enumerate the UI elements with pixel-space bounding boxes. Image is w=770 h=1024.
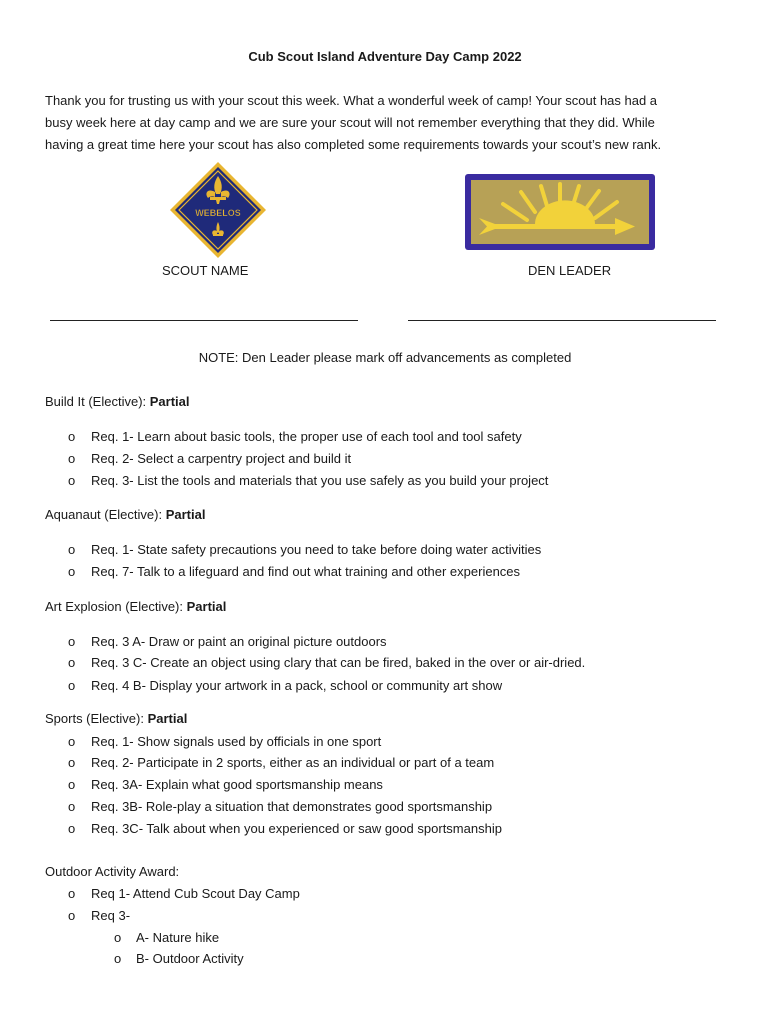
item-text: Req. 3A- Explain what good sportsmanship means xyxy=(91,777,383,792)
den-leader-badge-icon xyxy=(465,174,655,250)
item-text: Req. 2- Participate in 2 sports, either as an individual or part of a team xyxy=(91,755,495,770)
item-text: Req. 1- State safety precautions you need to take before doing water activities xyxy=(91,542,542,557)
intro-line: Thank you for trusting us with your scout this week. What a wonderful week of camp! Your scout has had a xyxy=(45,93,658,108)
bullet-icon: o xyxy=(68,799,76,814)
list-item xyxy=(68,886,300,901)
bullet-icon: o xyxy=(68,429,76,444)
section-status: Partial xyxy=(147,711,188,726)
bullet-icon: o xyxy=(68,451,76,466)
bullet-icon: o xyxy=(68,678,76,693)
bullet-icon: o xyxy=(68,821,76,836)
item-text: Req. 3 C- Create an object using clary that can be fired, baked in the over or air-dried. xyxy=(91,655,586,670)
item-text: B- Outdoor Activity xyxy=(136,951,244,966)
section-name: Outdoor Activity Award: xyxy=(45,864,180,879)
sub-list-item xyxy=(114,951,244,966)
list-item xyxy=(68,429,522,444)
item-text: Req. 1- Learn about basic tools, the proper use of each tool and tool safety xyxy=(91,429,522,444)
bullet-icon: o xyxy=(68,734,76,749)
bullet-icon: o xyxy=(114,930,122,945)
item-text: Req. 3- List the tools and materials that you use safely as you build your project xyxy=(91,473,549,488)
scout-name-label: SCOUT NAME xyxy=(162,263,249,278)
document-title: Cub Scout Island Adventure Day Camp 2022 xyxy=(248,49,522,64)
list-item xyxy=(68,777,383,792)
list-item xyxy=(68,655,585,670)
section-heading-aquanaut xyxy=(45,507,205,522)
item-text: Req. 2- Select a carpentry project and build it xyxy=(91,451,352,466)
section-name: Aquanaut (Elective): xyxy=(45,507,166,522)
note-text: NOTE: Den Leader please mark off advancements as completed xyxy=(198,350,572,365)
intro-line: busy week here at day camp and we are sure your scout will not remember everything that they did. While xyxy=(45,115,655,130)
section-heading-outdoor-activity-award xyxy=(45,864,179,879)
bullet-icon: o xyxy=(68,755,76,770)
list-item xyxy=(68,821,502,836)
list-item xyxy=(68,451,351,466)
list-item xyxy=(68,564,520,579)
item-text: Req. 3B- Role-play a situation that demonstrates good sportsmanship xyxy=(91,799,493,814)
item-text: Req. 3C- Talk about when you experienced or saw good sportsmanship xyxy=(91,821,502,836)
section-status: Partial xyxy=(186,599,227,614)
den-leader-signature-line[interactable] xyxy=(408,320,716,321)
bullet-icon: o xyxy=(114,951,122,966)
bullet-icon: o xyxy=(68,542,76,557)
list-item xyxy=(68,734,381,749)
list-item xyxy=(68,542,541,557)
scout-name-signature-line[interactable] xyxy=(50,320,358,321)
list-item xyxy=(68,908,130,923)
sub-list-item xyxy=(114,930,219,945)
list-item xyxy=(68,473,548,488)
bullet-icon: o xyxy=(68,886,76,901)
section-name: Art Explosion (Elective): xyxy=(45,599,187,614)
list-item xyxy=(68,678,502,693)
bullet-icon: o xyxy=(68,908,76,923)
section-status: Partial xyxy=(149,394,190,409)
intro-line: having a great time here your scout has also completed some requirements towards your scout’s new rank. xyxy=(45,137,662,152)
list-item xyxy=(68,755,494,770)
section-heading-sports xyxy=(45,711,187,726)
webelos-badge-icon xyxy=(168,160,268,260)
list-item xyxy=(68,634,387,649)
item-text: Req. 3 A- Draw or paint an original picture outdoors xyxy=(91,634,387,649)
item-text: Req 3- xyxy=(91,908,131,923)
bullet-icon: o xyxy=(68,634,76,649)
item-text: Req 1- Attend Cub Scout Day Camp xyxy=(91,886,300,901)
bullet-icon: o xyxy=(68,655,76,670)
den-leader-label: DEN LEADER xyxy=(528,263,612,278)
intro-paragraph xyxy=(45,90,725,156)
section-name: Build It (Elective): xyxy=(45,394,150,409)
webelos-badge-text: WEBELOS xyxy=(195,208,241,218)
list-item xyxy=(68,799,492,814)
section-heading-art-explosion xyxy=(45,599,226,614)
bullet-icon: o xyxy=(68,473,76,488)
item-text: Req. 1- Show signals used by officials in one sport xyxy=(91,734,382,749)
section-name: Sports (Elective): xyxy=(45,711,148,726)
item-text: A- Nature hike xyxy=(136,930,220,945)
bullet-icon: o xyxy=(68,564,76,579)
item-text: Req. 4 B- Display your artwork in a pack, school or community art show xyxy=(91,678,503,693)
bullet-icon: o xyxy=(68,777,76,792)
section-heading-build-it xyxy=(45,394,190,409)
section-status: Partial xyxy=(165,507,206,522)
item-text: Req. 7- Talk to a lifeguard and find out what training and other experiences xyxy=(91,564,521,579)
